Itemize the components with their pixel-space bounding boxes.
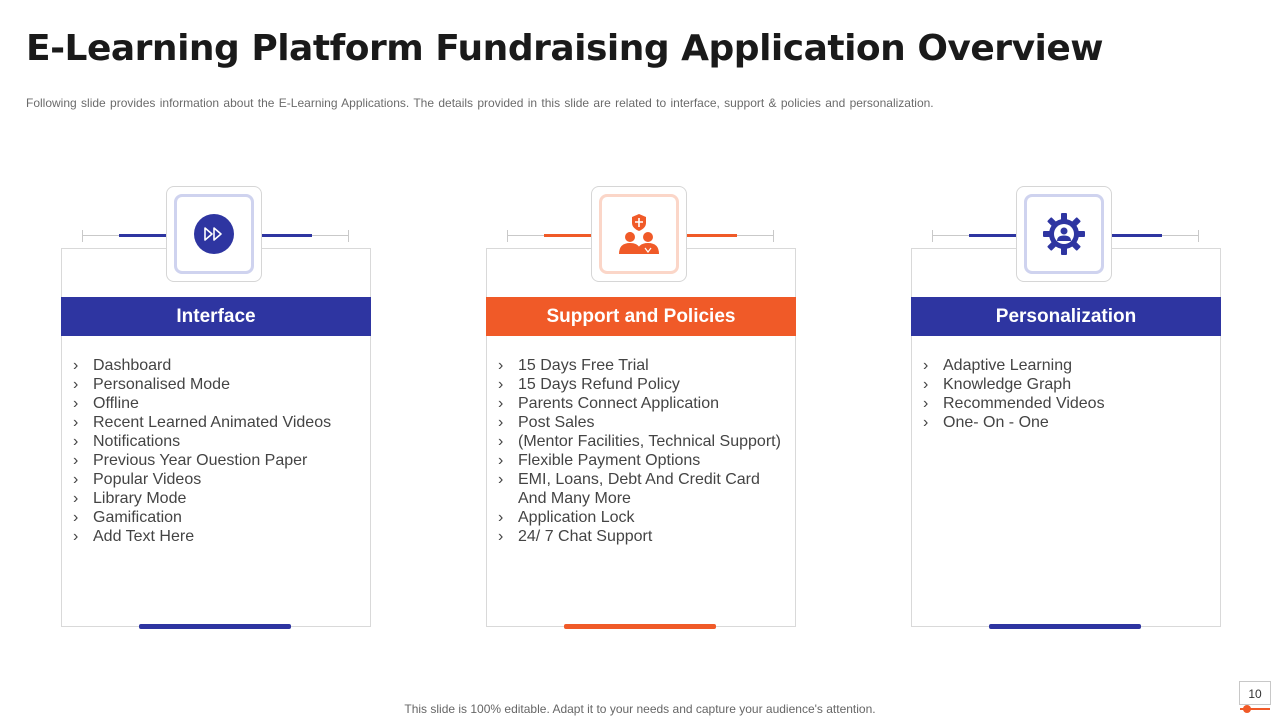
card-personalization (911, 248, 1221, 627)
card-support (486, 248, 796, 627)
page-indicator-dot (1243, 705, 1251, 713)
card-heading-personalization: Personalization (911, 297, 1221, 336)
fast-forward-icon (194, 214, 234, 254)
list-item: › Knowledge Graph (923, 375, 1210, 394)
card-list-interface (73, 356, 360, 546)
list-item: › Adaptive Learning (923, 356, 1210, 375)
card-heading-interface: Interface (61, 297, 371, 336)
list-item: › Parents Connect Application (498, 394, 785, 413)
list-item: › Gamification (73, 508, 360, 527)
footer-note: This slide is 100% editable. Adapt it to your needs and capture your audience's attention. (404, 702, 876, 716)
list-item: › Add Text Here (73, 527, 360, 546)
list-item: › Previous Year Ouestion Paper (73, 451, 360, 470)
list-item: › 24/ 7 Chat Support (498, 527, 785, 546)
list-item: › Post Sales (498, 413, 785, 432)
list-item: › Notifications (73, 432, 360, 451)
card-heading-support: Support and Policies (486, 297, 796, 336)
list-item: › Application Lock (498, 508, 785, 527)
icon-box-personalization (1016, 186, 1112, 282)
list-item: › One- On - One (923, 413, 1210, 432)
card-support-column (486, 186, 796, 631)
list-item: › Personalised Mode (73, 375, 360, 394)
card-list-support (498, 356, 785, 546)
card-interface (61, 248, 371, 627)
list-item: › 15 Days Refund Policy (498, 375, 785, 394)
page-subtitle: Following slide provides information about the E-Learning Applications. The details provided in this slide are related to interface, support & policies and personalization. (26, 96, 934, 110)
list-item: › Recent Learned Animated Videos (73, 413, 360, 432)
icon-box-support (591, 186, 687, 282)
list-item: › Popular Videos (73, 470, 360, 489)
page-number: 10 (1239, 681, 1271, 705)
list-item: › (Mentor Facilities, Technical Support) (498, 432, 785, 451)
page-title: E-Learning Platform Fundraising Application Overview (26, 28, 1104, 69)
card-bottom-bar (139, 624, 291, 629)
list-item: › 15 Days Free Trial (498, 356, 785, 375)
list-item: › Offline (73, 394, 360, 413)
list-item: › Dashboard (73, 356, 360, 375)
list-item: › Flexible Payment Options (498, 451, 785, 470)
list-item: › EMI, Loans, Debt And Credit Card And Many More (498, 470, 785, 508)
card-list-personalization (923, 356, 1210, 432)
list-item: › Recommended Videos (923, 394, 1210, 413)
icon-box-interface (166, 186, 262, 282)
list-item: › Library Mode (73, 489, 360, 508)
card-bottom-bar (989, 624, 1141, 629)
people-shield-icon (615, 212, 663, 256)
card-bottom-bar (564, 624, 716, 629)
card-personalization-column (911, 186, 1221, 631)
card-interface-column (61, 186, 371, 631)
user-gear-icon (1042, 212, 1086, 256)
